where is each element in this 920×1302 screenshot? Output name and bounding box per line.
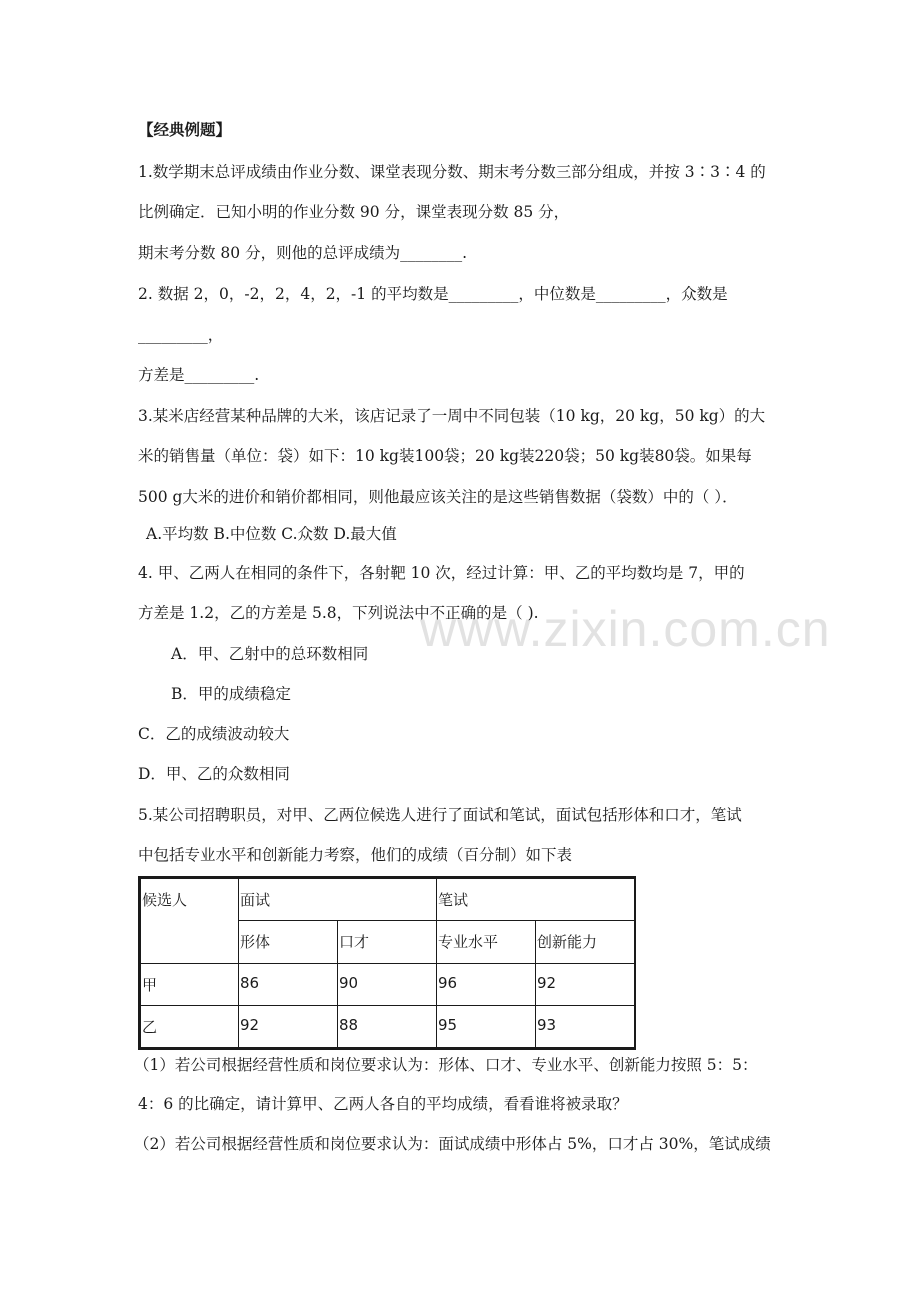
watermark: www.zixin.com.cn [420, 601, 831, 657]
cell-speech: 88 [338, 1006, 437, 1049]
header-written: 笔试 [437, 878, 636, 921]
header-interview: 面试 [239, 878, 437, 921]
q3-options: A.平均数 B.中位数 C.众数 D.最大值 [146, 525, 397, 543]
q3-line3: 500 g大米的进价和销价都相同，则他最应该关注的是这些销售数据（袋数）中的（ ）． [138, 488, 738, 506]
cell-name: 乙 [140, 1006, 239, 1049]
cell-innov: 93 [536, 1006, 636, 1049]
cell-body: 92 [239, 1006, 338, 1049]
cell-pro: 95 [437, 1006, 536, 1049]
header-speech: 口才 [338, 921, 437, 964]
table-row [140, 964, 636, 1006]
q1-line2: 比例确定．已知小明的作业分数 90 分，课堂表现分数 85 分， [138, 203, 570, 221]
q4-line2: 方差是 1.2，乙的方差是 5.8，下列说法中不正确的是（ ). [138, 604, 539, 622]
header-body: 形体 [239, 921, 338, 964]
q5-line2: 中包括专业水平和创新能力考察，他们的成绩（百分制）如下表 [138, 846, 573, 864]
q4-line1: 4. 甲、乙两人在相同的条件下，各射靶 10 次，经过计算：甲、乙的平均数均是 7，甲的 [138, 564, 745, 582]
table-header-row [140, 878, 636, 921]
q3-line1: 3.某米店经营某种品牌的大米，该店记录了一周中不同包装（10 kg，20 kg，50 kg）的大 [138, 407, 766, 425]
header-pro: 专业水平 [437, 921, 536, 964]
q4-option-b: B．甲的成绩稳定 [171, 685, 291, 703]
q5-part1-line1: （1）若公司根据经营性质和岗位要求认为：形体、口才、专业水平、创新能力按照 5：5： [134, 1056, 758, 1074]
cell-body: 86 [239, 964, 338, 1006]
q2-line3: 方差是_________. [138, 366, 260, 384]
q4-option-c: C．乙的成绩波动较大 [138, 725, 290, 743]
q5-line1: 5.某公司招聘职员，对甲、乙两位候选人进行了面试和笔试，面试包括形体和口才，笔试 [138, 806, 742, 824]
scores-table [138, 876, 636, 1050]
cell-innov: 92 [536, 964, 636, 1006]
q5-part1-line2: 4：6 的比确定，请计算甲、乙两人各自的平均成绩，看看谁将被录取？ [138, 1095, 628, 1113]
cell-pro: 96 [437, 964, 536, 1006]
cell-name: 甲 [140, 964, 239, 1006]
header-candidate: 候选人 [140, 878, 239, 964]
q2-line2: _________， [138, 326, 224, 344]
q1-line3: 期末考分数 80 分，则他的总评成绩为________. [138, 244, 468, 262]
q4-option-a: A．甲、乙射中的总环数相同 [171, 645, 369, 663]
q2-line1: 2. 数据 2，0，-2，2，4，2，-1 的平均数是_________，中位数是_________，众数是 [138, 285, 728, 303]
cell-speech: 90 [338, 964, 437, 1006]
q1-line1: 1.数学期末总评成绩由作业分数、课堂表现分数、期末考分数三部分组成，并按 3∶3∶4 的 [138, 163, 766, 181]
header-innov: 创新能力 [536, 921, 636, 964]
q4-option-d: D．甲、乙的众数相同 [138, 765, 290, 783]
q3-line2: 米的销售量（单位：袋）如下：10 kg装100袋；20 kg装220袋；50 kg装80袋。如果每 [138, 447, 752, 465]
q5-part2-line1: （2）若公司根据经营性质和岗位要求认为：面试成绩中形体占 5%，口才占 30%，笔试成绩 [134, 1135, 771, 1153]
table-row [140, 1006, 636, 1049]
section-heading: 【经典例题】 [138, 121, 232, 139]
